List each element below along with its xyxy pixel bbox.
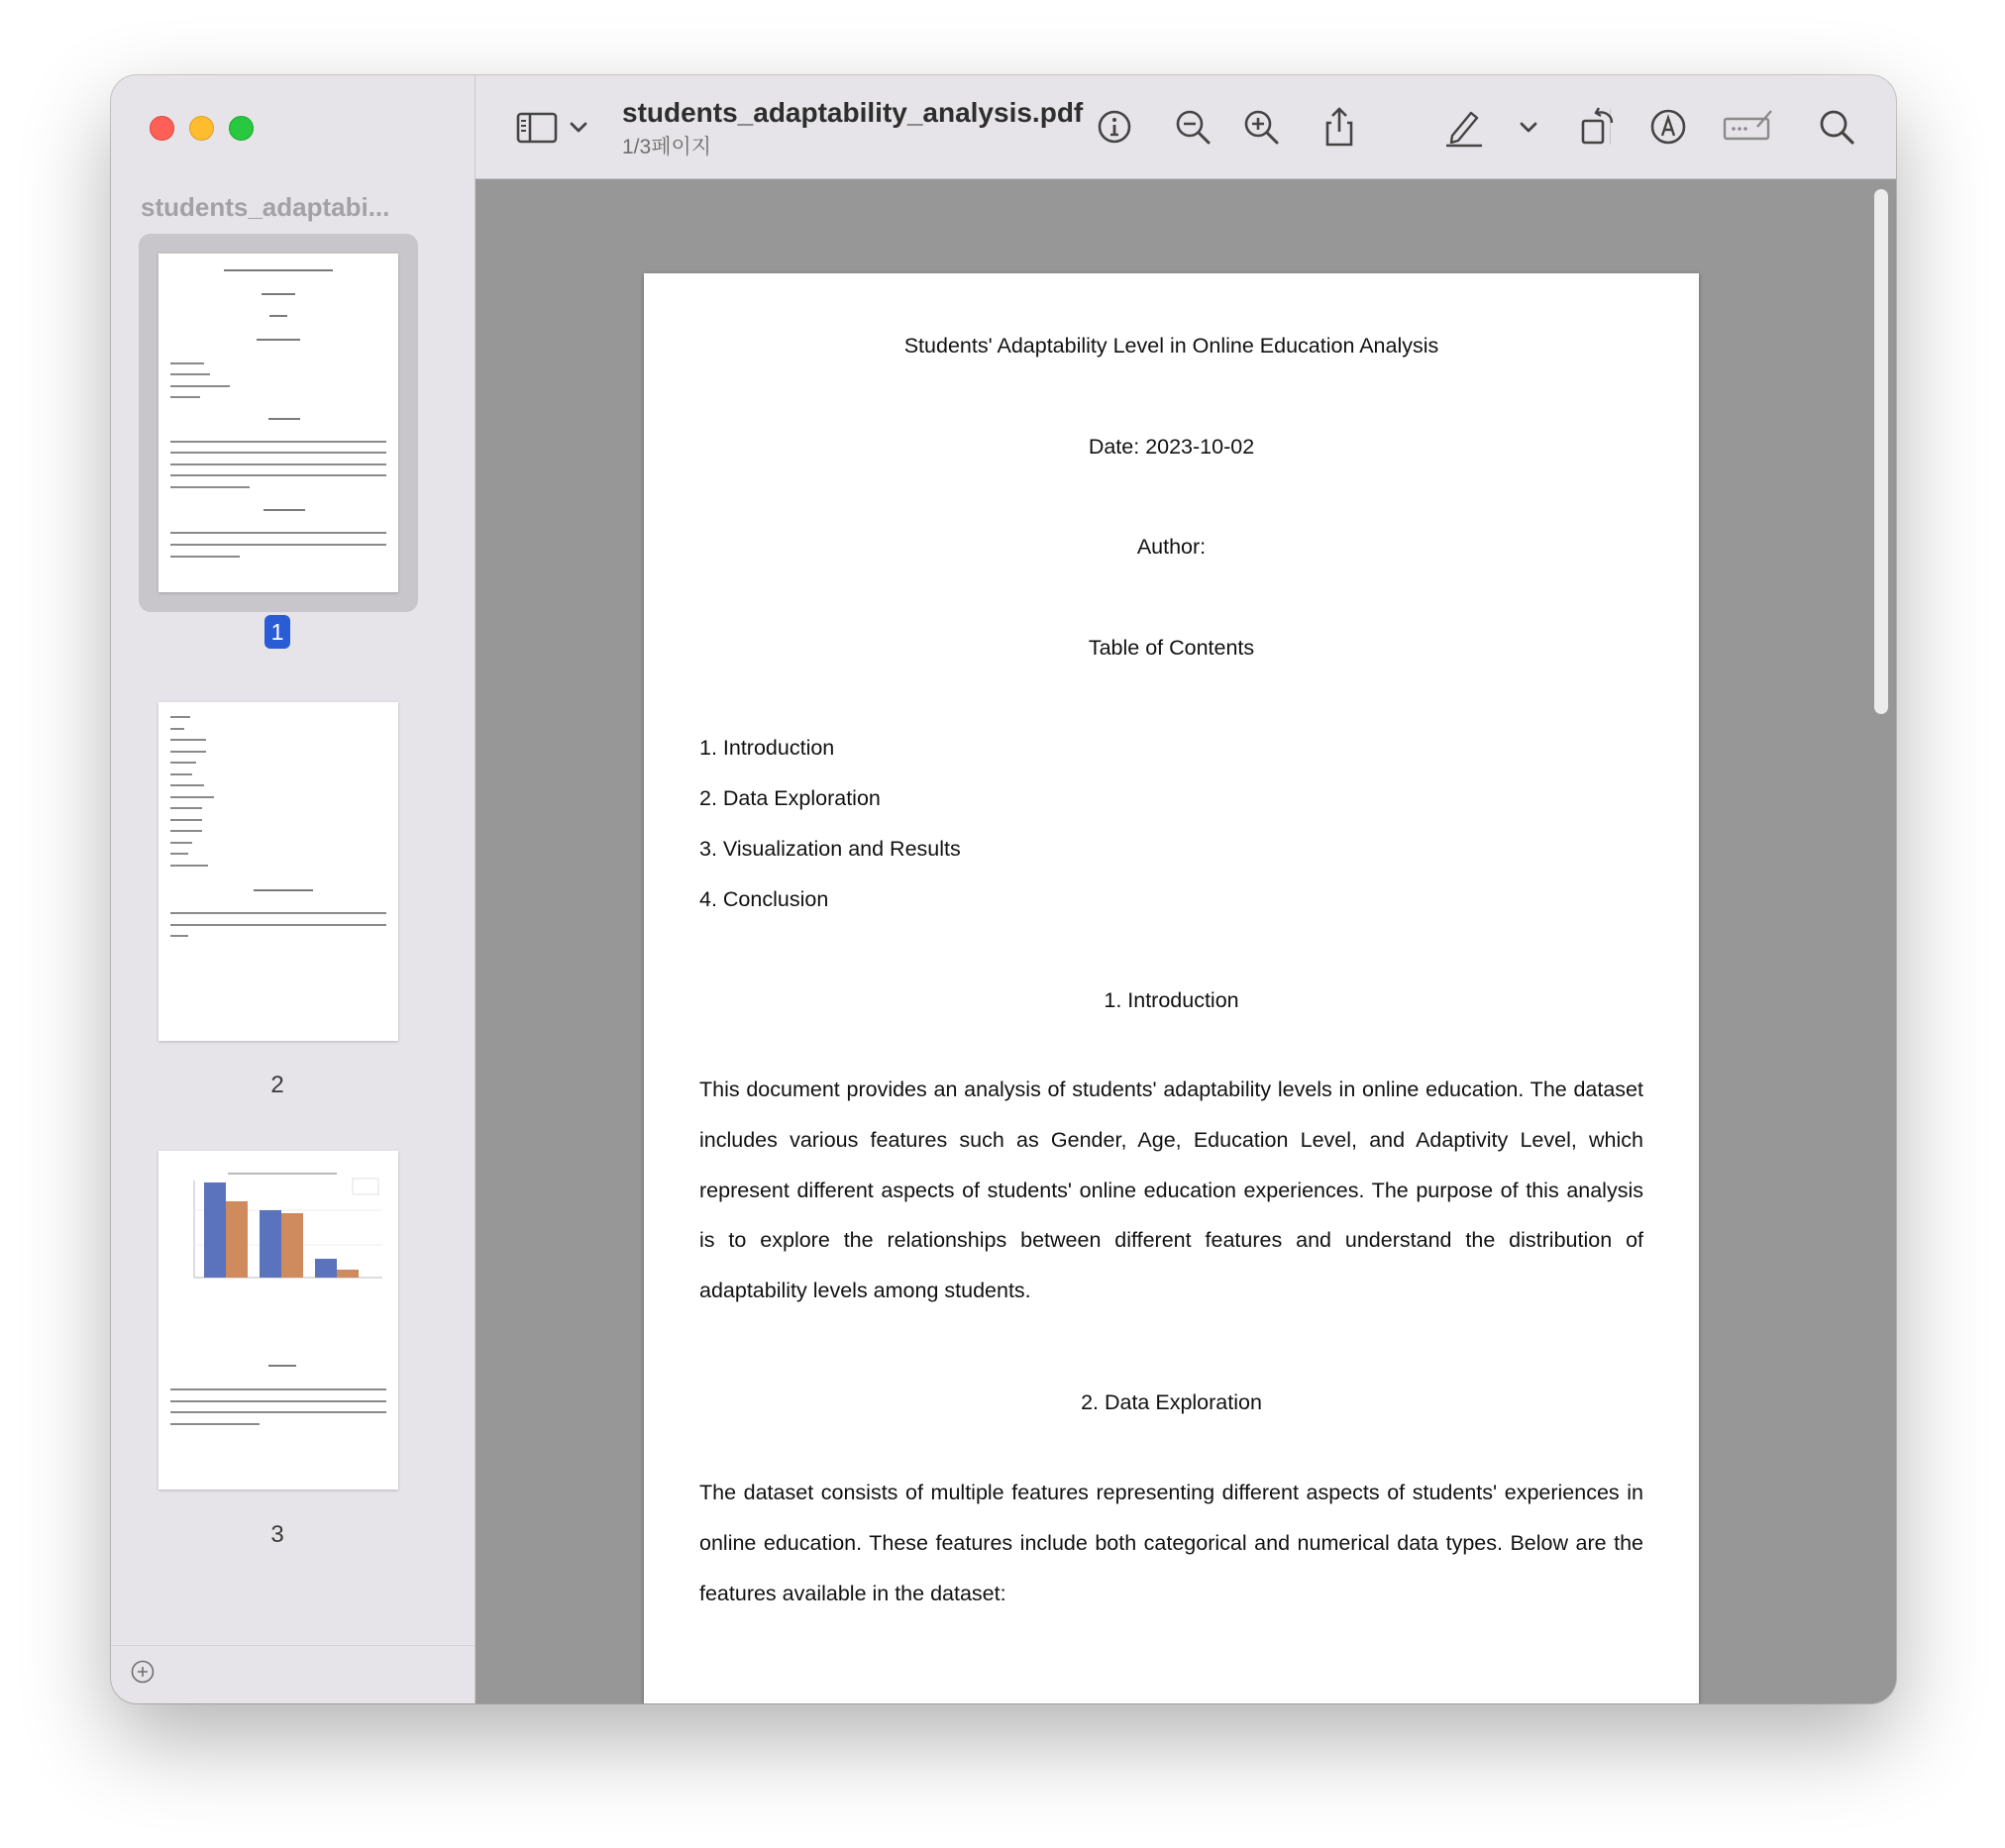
zoom-window-button[interactable] [229,116,254,141]
toc-item: 1. Introduction [699,736,835,760]
introduction-paragraph: This document provides an analysis of students' adaptability levels in online education. The dataset includes various features such as Gender, Age, Education Level, and Adaptivity Level, which represent different aspects of students' online education experiences. The purpose of this analysis is to explore the relationships between different features and understand the distribution of adaptability levels among students. [699,1078,1643,1303]
document-title-heading: Students' Adaptability Level in Online Education Analysis [903,334,1439,358]
form-fill-icon[interactable] [1722,105,1775,149]
page-indicator: 1/3페이지 [622,136,712,158]
annotate-icon[interactable] [1646,105,1690,149]
toc-item: 4. Conclusion [699,887,829,911]
zoom-in-icon[interactable] [1239,105,1283,149]
toc-heading: Table of Contents [1088,636,1255,660]
thumbnail-label-2: 2 [270,1072,284,1098]
thumbnail-label-1: 1 [264,615,290,649]
thumbnail-page-3[interactable] [139,1131,418,1509]
toc-item: 2. Data Exploration [699,786,881,810]
chevron-down-icon[interactable] [567,105,590,149]
thumbnail-label-3: 3 [270,1521,284,1548]
sidebar [111,75,475,1703]
page-thumbnail-image [158,1151,398,1489]
minimize-window-button[interactable] [189,116,214,141]
close-window-button[interactable] [150,116,174,141]
thumbnail-page-2[interactable] [139,682,418,1061]
document-title: students_adaptability_analysis.pdf [622,97,1084,128]
sidebar-toggle-icon[interactable] [515,105,559,149]
vertical-scrollbar[interactable] [1874,189,1888,714]
document-canvas[interactable] [475,179,1896,1703]
add-page-icon[interactable] [131,1660,155,1684]
markup-pen-icon[interactable] [1442,105,1486,149]
pdf-page [644,273,1699,1703]
info-icon[interactable] [1093,105,1136,149]
chevron-down-icon[interactable] [1517,105,1540,149]
bar-chart-thumbnail-icon [158,1151,398,1289]
section-heading-introduction: 1. Introduction [1104,988,1239,1012]
sidebar-footer [111,1645,475,1703]
document-date: Date: 2023-10-02 [1088,435,1255,459]
toolbar [475,75,1896,179]
thumbnail-page-1[interactable] [139,234,418,612]
data-exploration-paragraph: The dataset consists of multiple features representing different aspects of students' experiences in online education. These features include both categorical and numerical data types. Below are the features available in the dataset: [699,1481,1643,1605]
search-icon[interactable] [1815,105,1858,149]
preview-window [111,75,1896,1703]
rotate-icon[interactable] [1575,105,1619,149]
document-author: Author: [1136,535,1207,559]
share-icon[interactable] [1318,105,1361,149]
page-thumbnail-image [158,702,398,1041]
zoom-out-icon[interactable] [1171,105,1214,149]
sidebar-title: students_adaptabi... [141,192,390,222]
toc-item: 3. Visualization and Results [699,837,961,861]
section-heading-data-exploration: 2. Data Exploration [1081,1390,1262,1414]
page-thumbnail-image [158,254,398,592]
